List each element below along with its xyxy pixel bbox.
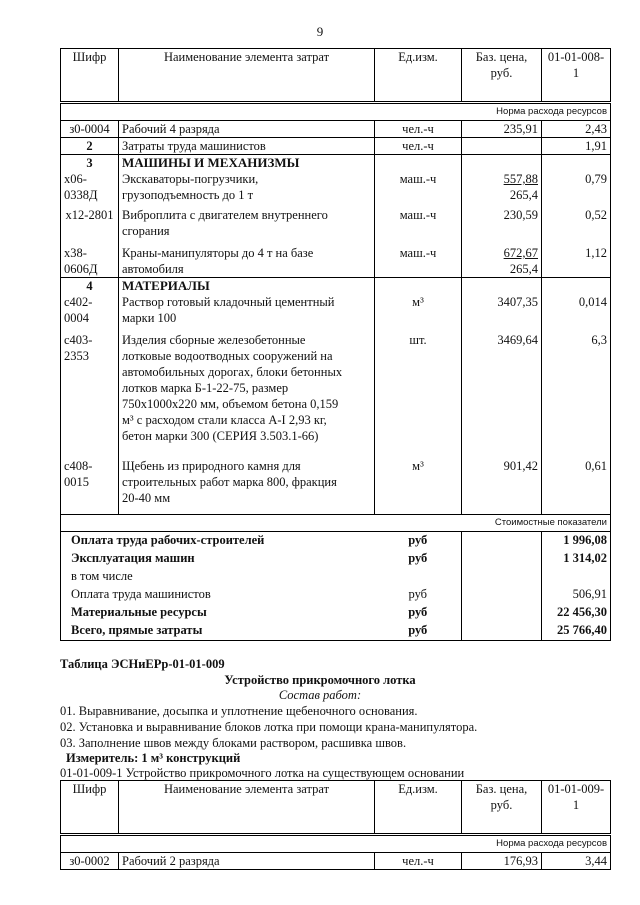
section-subheading: Состав работ: — [278, 688, 362, 702]
row-unit: чел.-ч — [375, 138, 462, 155]
row-price — [462, 138, 542, 155]
resource-table-1 — [60, 48, 611, 641]
row-price: 901,42 — [462, 444, 542, 515]
row-code: с402-0004 — [61, 294, 119, 326]
summary-label: Эксплуатация машин — [61, 550, 375, 568]
meter-line: Измеритель: 1 м³ конструкций — [66, 751, 241, 765]
row-price: 3407,35 — [462, 294, 542, 326]
row-code: х12-2801 — [61, 203, 119, 239]
row-unit: м³ — [375, 294, 462, 326]
row-price: 3469,64 — [462, 326, 542, 444]
work-step: 02. Установка и выравнивание блоков лотка при помощи крана-манипулятора. — [60, 720, 478, 734]
row-code: х38-0606Д — [61, 239, 119, 278]
header-code: Шифр — [61, 49, 119, 103]
table-row — [61, 121, 611, 138]
row-norm: 2,43 — [542, 121, 611, 138]
row-name: Рабочий 4 разряда — [119, 121, 375, 138]
header-rate-code: 01-01-008-1 — [542, 49, 611, 103]
row-code: х06-0338Д — [61, 171, 119, 203]
page-number: 9 — [316, 24, 324, 39]
section-code: 4 — [61, 278, 119, 295]
row-code: с403-2353 — [61, 326, 119, 444]
table-row — [61, 239, 611, 278]
summary-value: 25 766,40 — [542, 622, 611, 641]
row-name: Краны-манипуляторы до 4 т на базе автомобиля — [119, 239, 375, 278]
header-price: Баз. цена, руб. — [462, 49, 542, 103]
row-price: 557,88 265,4 — [462, 171, 542, 203]
row-unit: чел.-ч — [375, 853, 462, 870]
summary-unit: руб — [408, 551, 428, 565]
row-price: 672,67 265,4 — [462, 239, 542, 278]
row-norm: 0,014 — [542, 294, 611, 326]
section-row — [61, 155, 611, 172]
summary-row — [61, 568, 611, 586]
summary-unit: руб — [408, 605, 428, 619]
row-norm: 1,12 — [542, 239, 611, 278]
table-row — [61, 203, 611, 239]
summary-label: Оплата труда машинистов — [61, 586, 375, 604]
section-row — [61, 278, 611, 295]
row-unit: маш.-ч — [375, 171, 462, 203]
row-name: Изделия сборные железобетонные лотковые водоотводных сооружений на автомобильных дорогах, блоки бетонных лотков марка Б-1-22-75, размер 750х1000х220 мм, объемом бетона 0,159 м³ с расходом стали класса А-I 2,93 кг, бетон марки 300 (СЕРИЯ 3.503.1-66) — [119, 326, 375, 444]
row-name: Виброплита с двигателем внутреннего сгорания — [119, 203, 375, 239]
norm-caption: Норма расхода ресурсов — [61, 103, 611, 121]
table-row — [61, 853, 611, 870]
row-code: з0-0004 — [61, 121, 119, 138]
table-row — [61, 444, 611, 515]
row-unit: маш.-ч — [375, 239, 462, 278]
row-name: Затраты труда машинистов — [119, 138, 375, 155]
row-name: Раствор готовый кладочный цементный марки 100 — [119, 294, 375, 326]
header-unit: Ед.изм. — [375, 781, 462, 835]
section-code: 3 — [61, 155, 119, 172]
header-name: Наименование элемента затрат — [119, 781, 375, 835]
row-price: 235,91 — [462, 121, 542, 138]
table-title: Таблица ЭСНиЕРр-01-01-009 — [60, 657, 225, 671]
summary-label: Материальные ресурсы — [61, 604, 375, 622]
row-code: з0-0002 — [61, 853, 119, 870]
row-norm: 0,61 — [542, 444, 611, 515]
work-step: 01. Выравнивание, досыпка и уплотнение щебеночного основания. — [60, 704, 418, 718]
cost-caption: Стоимостные показатели — [61, 515, 611, 532]
summary-unit: руб — [408, 587, 428, 601]
summary-value: 1 314,02 — [542, 550, 611, 568]
summary-unit: руб — [375, 622, 462, 641]
summary-row — [61, 586, 611, 604]
row-norm: 1,91 — [542, 138, 611, 155]
row-price: 176,93 — [462, 853, 542, 870]
resource-table-2 — [60, 780, 611, 870]
row-unit: маш.-ч — [375, 203, 462, 239]
summary-row — [61, 550, 611, 568]
row-norm: 3,44 — [542, 853, 611, 870]
row-name: Щебень из природного камня для строительных работ марка 800, фракция 20-40 мм — [119, 444, 375, 515]
header-unit: Ед.изм. — [375, 49, 462, 103]
rate-line: 01-01-009-1 Устройство прикромочного лотка на существующем основании — [60, 766, 465, 780]
table-header — [61, 781, 611, 835]
summary-label: Всего, прямые затраты — [61, 622, 375, 641]
row-name: Экскаваторы-погрузчики, грузоподъемность до 1 т — [119, 171, 375, 203]
row-code: 2 — [61, 138, 119, 155]
header-code: Шифр — [61, 781, 119, 835]
table-row — [61, 138, 611, 155]
table-row — [61, 171, 611, 203]
section-title: МАШИНЫ И МЕХАНИЗМЫ — [119, 155, 375, 172]
summary-value: 22 456,30 — [542, 604, 611, 622]
table-header — [61, 49, 611, 103]
section-title: МАТЕРИАЛЫ — [119, 278, 375, 295]
summary-row — [61, 604, 611, 622]
row-code: с408-0015 — [61, 444, 119, 515]
section-heading: Устройство прикромочного лотка — [224, 673, 416, 687]
summary-label: Оплата труда рабочих-строителей — [61, 532, 375, 551]
summary-row — [61, 532, 611, 551]
table-row — [61, 294, 611, 326]
row-unit: м³ — [375, 444, 462, 515]
summary-row — [61, 622, 611, 641]
row-price: 230,59 — [462, 203, 542, 239]
header-price: Баз. цена, руб. — [462, 781, 542, 835]
row-name: Рабочий 2 разряда — [119, 853, 375, 870]
summary-value: 1 996,08 — [542, 532, 611, 551]
norm-caption: Норма расхода ресурсов — [61, 835, 611, 853]
summary-value: 506,91 — [542, 586, 611, 604]
header-name: Наименование элемента затрат — [119, 49, 375, 103]
table-row — [61, 326, 611, 444]
row-norm: 0,52 — [542, 203, 611, 239]
row-unit: чел.-ч — [375, 121, 462, 138]
summary-label: в том числе — [61, 568, 375, 586]
summary-unit: руб — [408, 533, 428, 547]
row-norm: 6,3 — [542, 326, 611, 444]
row-unit: шт. — [375, 326, 462, 444]
work-step: 03. Заполнение швов между блоками раствором, расшивка швов. — [60, 736, 407, 750]
header-rate-code: 01-01-009-1 — [542, 781, 611, 835]
row-norm: 0,79 — [542, 171, 611, 203]
